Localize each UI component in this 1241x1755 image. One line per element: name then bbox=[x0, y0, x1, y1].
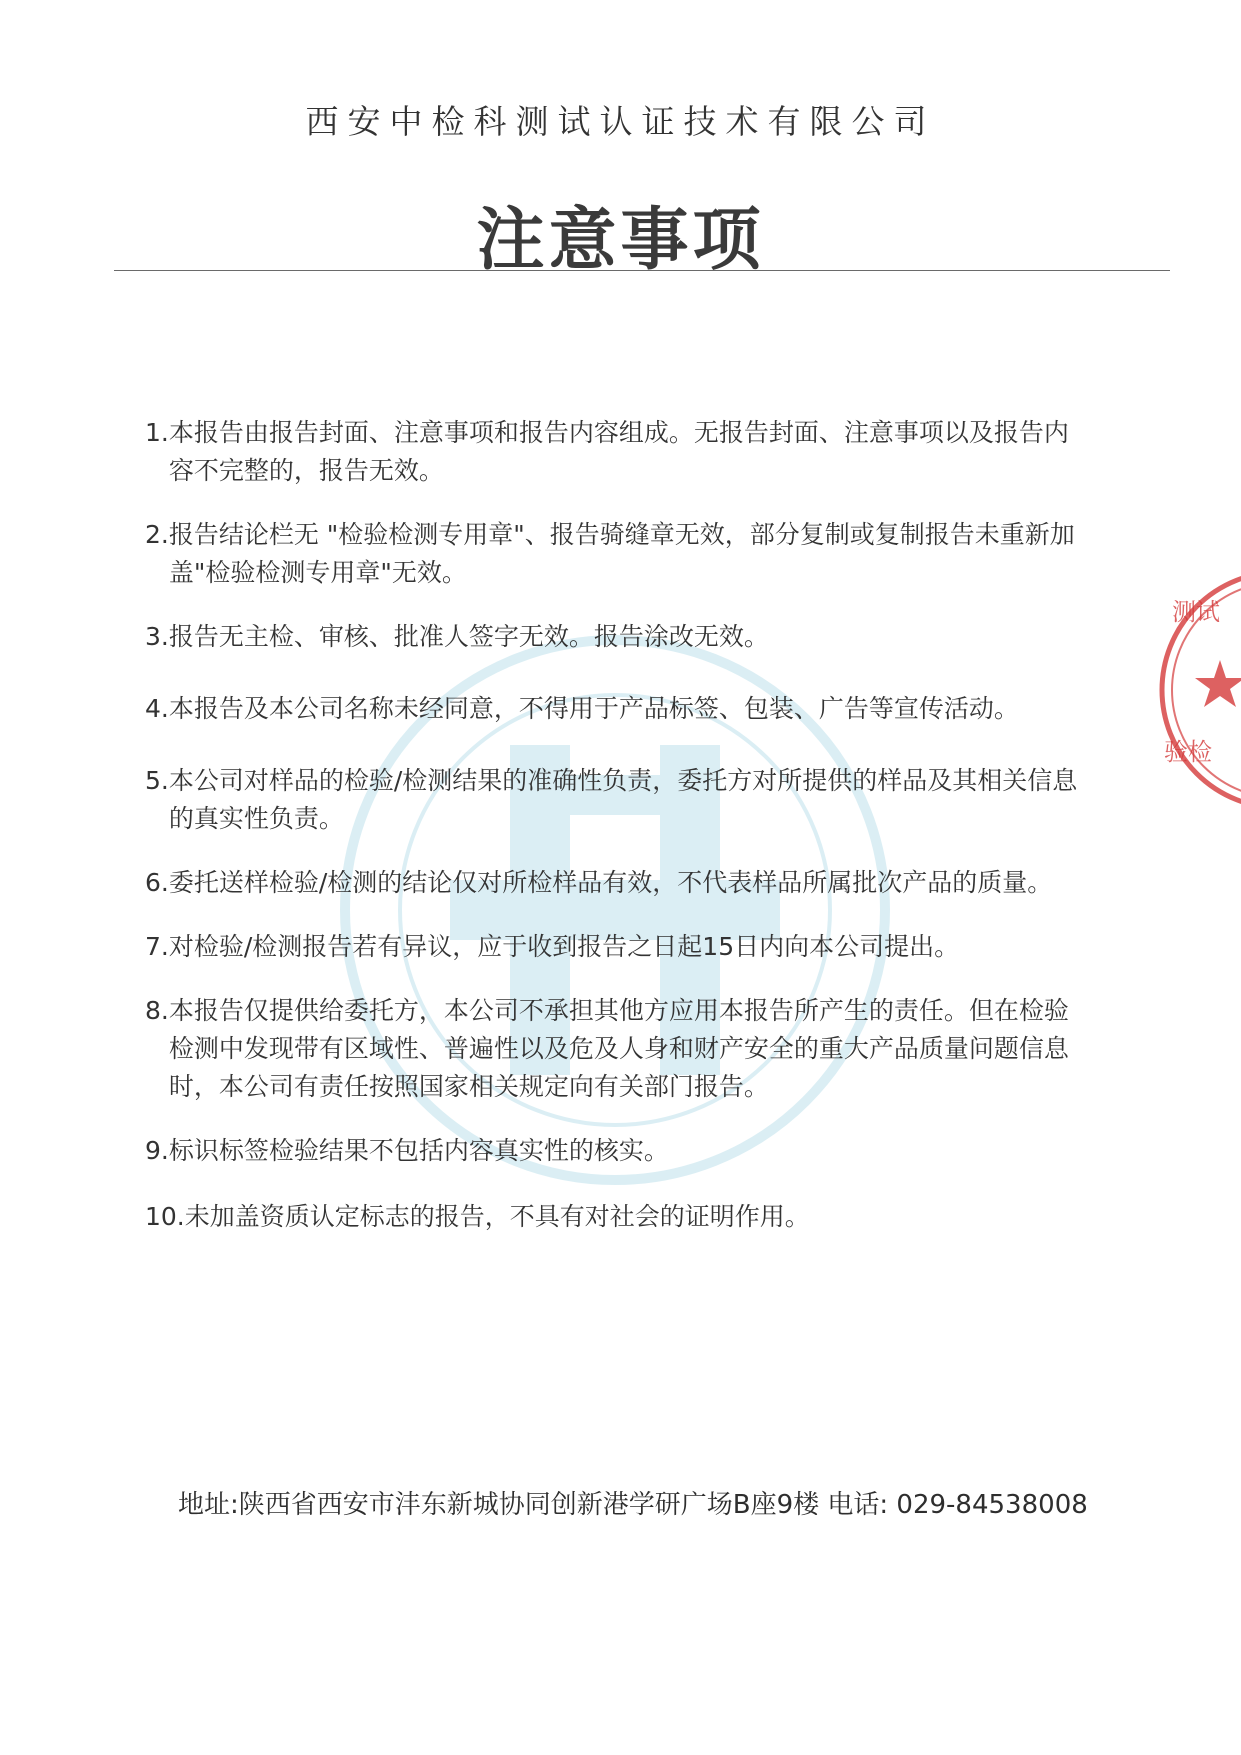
svg-text:验检: 验检 bbox=[1164, 738, 1212, 766]
notice-text: 标识标签检验结果不包括内容真实性的核实。 bbox=[168, 1136, 669, 1165]
notice-text: 未加盖资质认定标志的报告，不具有对社会的证明作用。 bbox=[184, 1202, 810, 1231]
notice-item bbox=[145, 690, 1085, 728]
notice-number: 5. bbox=[145, 766, 169, 795]
notice-list bbox=[145, 414, 1085, 1236]
notice-number: 7. bbox=[145, 932, 169, 961]
page-title: 注意事项 bbox=[476, 201, 765, 280]
notice-text: 本报告仅提供给委托方，本公司不承担其他方应用本报告所产生的责任。但在检验检测中发现带有区域性、普遍性以及危及人身和财产安全的重大产品质量问题信息时，本公司有责任按照国家相关规定向有关部门报告。 bbox=[168, 996, 1069, 1101]
notice-number: 10. bbox=[145, 1202, 185, 1231]
notice-text: 委托送样检验/检测的结论仅对所检样品有效，不代表样品所属批次产品的质量。 bbox=[168, 868, 1053, 897]
notice-text: 报告无主检、审核、批准人签字无效。报告涂改无效。 bbox=[168, 622, 769, 651]
notice-text: 本公司对样品的检验/检测结果的准确性负责，委托方对所提供的样品及其相关信息的真实性负责。 bbox=[168, 766, 1078, 833]
notice-item bbox=[145, 618, 1085, 656]
company-stamp-partial bbox=[1150, 560, 1241, 820]
title-divider bbox=[114, 270, 1170, 271]
notice-text: 对检验/检测报告若有异议，应于收到报告之日起15日内向本公司提出。 bbox=[168, 932, 960, 961]
notice-number: 3. bbox=[145, 622, 169, 651]
notice-item bbox=[145, 1132, 1085, 1170]
notice-item bbox=[145, 864, 1085, 902]
notice-number: 1. bbox=[145, 418, 169, 447]
notice-number: 2. bbox=[145, 520, 169, 549]
notice-text: 本报告及本公司名称未经同意，不得用于产品标签、包装、广告等宣传活动。 bbox=[168, 694, 1019, 723]
company-address: 地址:陕西省西安市沣东新城协同创新港学研广场B座9楼 电话: 029-84538008 bbox=[178, 1490, 1088, 1520]
notice-text: 本报告由报告封面、注意事项和报告内容组成。无报告封面、注意事项以及报告内容不完整的，报告无效。 bbox=[168, 418, 1069, 485]
notice-number: 6. bbox=[145, 868, 169, 897]
notice-item bbox=[145, 762, 1085, 838]
notice-text: 报告结论栏无 "检验检测专用章"、报告骑缝章无效，部分复制或复制报告未重新加盖"检验检测专用章"无效。 bbox=[168, 520, 1075, 587]
company-name: 西安中检科测试认证技术有限公司 bbox=[305, 102, 936, 141]
notice-item bbox=[145, 928, 1085, 966]
notice-number: 4. bbox=[145, 694, 169, 723]
svg-text:测试: 测试 bbox=[1172, 598, 1220, 626]
notice-item bbox=[145, 992, 1085, 1106]
notice-item bbox=[145, 1198, 1085, 1236]
notice-item bbox=[145, 516, 1085, 592]
notice-number: 9. bbox=[145, 1136, 169, 1165]
notice-item bbox=[145, 414, 1085, 490]
notice-number: 8. bbox=[145, 996, 169, 1025]
